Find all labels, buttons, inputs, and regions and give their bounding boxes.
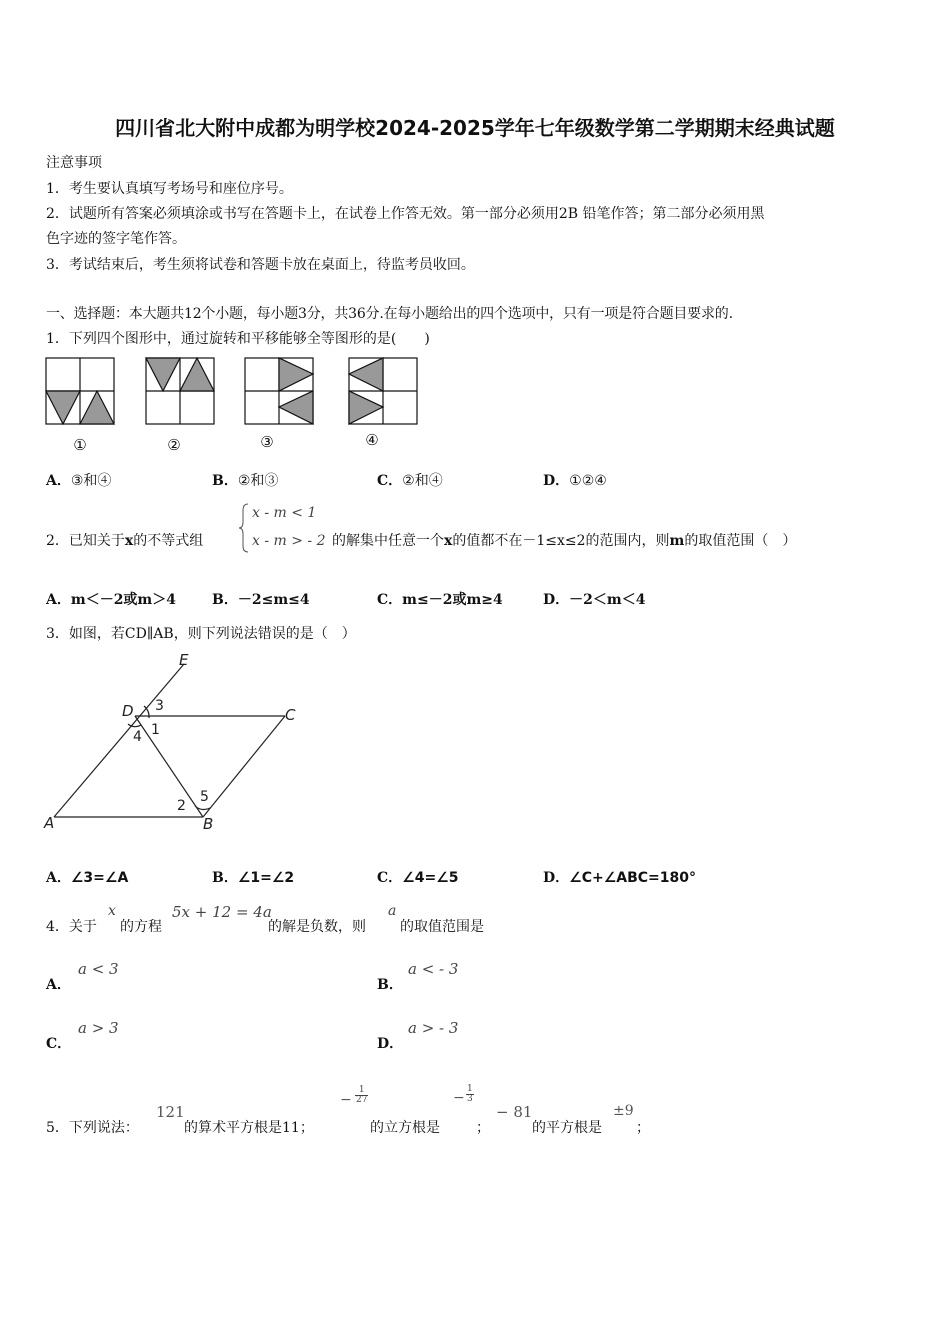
q5-stem-b: 的算术平方根是11； (184, 1120, 314, 1136)
q5-frac2-sign: − (453, 1090, 465, 1106)
q4-option-b-letter: B． (377, 977, 403, 993)
notice-heading: 注意事项 (46, 155, 102, 171)
question-3-stem: 3．如图，若CD∥AB，则下列说法错误的是（ ） (46, 626, 356, 642)
line-AE (54, 664, 184, 817)
q1-option-b-letter: B． (212, 473, 238, 489)
q2-stem-b: 的不等式组 (133, 533, 204, 549)
notice-item-2-cont: 色字迹的签字笔作答。 (46, 231, 186, 247)
q2-system-brace (238, 502, 250, 554)
question-1-stem: 1．下列四个图形中，通过旋转和平移能够全等图形的是( ) (46, 331, 430, 347)
fig3-label: ③ (260, 433, 274, 451)
q5-frac2-num: 1 (467, 1084, 473, 1094)
q5-fraction-1 (355, 1086, 368, 1105)
q5-number-121: 121 (156, 1103, 185, 1121)
label-angle-3: 3 (155, 698, 164, 714)
question-1-figures (40, 352, 430, 462)
q2-option-d-text: －2＜m＜4 (569, 592, 646, 608)
q2-var-x-2: x (444, 533, 453, 549)
q4-stem-b: 的方程 (120, 919, 162, 935)
q4-stem-c: 的解是负数，则 (268, 919, 366, 935)
q4-option-b-text: a < - 3 (408, 960, 459, 978)
q2-option-d-letter: D． (543, 592, 570, 608)
q3-option-c-text: ∠4=∠5 (402, 870, 459, 886)
q5-pm9: ±9 (613, 1103, 634, 1119)
q1-option-a-text: ③和④ (70, 473, 112, 489)
section-header: 一、选择题：本大题共12个小题，每小题3分，共36分.在每小题给出的四个选项中，只有一项是符合题目要求的. (46, 306, 733, 322)
q1-option-d-letter: D． (543, 473, 570, 489)
q5-frac1-den: 27 (356, 1095, 368, 1105)
label-angle-2: 2 (177, 798, 186, 814)
q2-option-a-text: m＜－2或m＞4 (70, 592, 176, 608)
q5-number-neg81: − 81 (496, 1103, 533, 1121)
q2-option-b-text: －2≤m≤4 (237, 592, 310, 608)
q3-option-a-letter: A． (46, 870, 71, 886)
q4-stem-d: 的取值范围是 (400, 919, 484, 935)
q2-stem-c: 的解集中任意一个 (332, 533, 444, 549)
fig1-triangle-left (46, 391, 80, 424)
fig2-triangle-left (146, 358, 180, 391)
q5-end: ； (636, 1120, 650, 1136)
angle-arc-D-lower (128, 724, 141, 727)
fig4-triangle-top (349, 358, 383, 391)
label-E: E (179, 651, 189, 669)
q3-option-d-text: ∠C+∠ABC=180° (569, 870, 696, 886)
page-title: 四川省北大附中成都为明学校2024-2025学年七年级数学第二学期期末经典试题 (115, 116, 835, 140)
q4-stem-a: 4．关于 (46, 919, 97, 935)
q5-stem-d: 的平方根是 (532, 1120, 602, 1136)
q3-option-b-text: ∠1=∠2 (237, 870, 295, 886)
q4-option-c-letter: C． (46, 1036, 72, 1052)
q1-option-c-letter: C． (377, 473, 403, 489)
fig4-label: ④ (365, 431, 379, 449)
q4-option-d-letter: D． (377, 1036, 404, 1052)
q5-stem-c: 的立方根是 (370, 1120, 440, 1136)
q5-fraction-2 (466, 1085, 474, 1104)
notice-item-1: 1．考生要认真填写考场号和座位序号。 (46, 181, 293, 197)
label-angle-5: 5 (200, 789, 209, 805)
q4-option-a-letter: A． (46, 977, 71, 993)
q4-option-d-text: a > - 3 (408, 1019, 459, 1037)
fig4-triangle-bottom (349, 391, 383, 424)
label-B: B (203, 815, 214, 833)
fig3-triangle-top (279, 358, 313, 391)
label-angle-4: 4 (133, 729, 142, 745)
label-A: A (44, 814, 55, 832)
line-BC (203, 716, 285, 817)
q3-option-a-text: ∠3=∠A (70, 870, 129, 886)
line-DB (135, 716, 203, 817)
q3-option-b-letter: B． (212, 870, 238, 886)
q2-stem-a: 2．已知关于 (46, 533, 125, 549)
fig1-label: ① (73, 436, 87, 454)
fig2-triangle-right (180, 358, 214, 391)
q4-option-a-text: a < 3 (78, 960, 119, 978)
q2-option-c-text: m≤－2或m≥4 (402, 592, 503, 608)
q2-option-a-letter: A． (46, 592, 71, 608)
fig3-triangle-bottom (279, 391, 313, 424)
q4-equation: 5x + 12 = 4a (172, 903, 272, 921)
q5-frac2-den: 3 (467, 1094, 473, 1104)
notice-item-3: 3．考试结束后，考生须将试卷和答题卡放在桌面上，待监考员收回。 (46, 257, 475, 273)
q1-option-d-text: ①②④ (569, 473, 607, 489)
label-angle-1: 1 (151, 722, 160, 738)
q1-option-b-text: ②和③ (237, 473, 279, 489)
q2-system-line-2: x - m > - 2 (252, 533, 326, 549)
q2-stem-e: 的取值范围（ ） (684, 533, 797, 549)
q2-system-line-1: x - m < 1 (252, 505, 317, 521)
label-D: D (122, 702, 134, 720)
q5-frac1-sign: − (340, 1092, 352, 1108)
q1-option-a-letter: A． (46, 473, 71, 489)
q5-separator: ； (476, 1120, 490, 1136)
q4-var-a: a (388, 903, 397, 919)
q2-var-x: x (124, 533, 134, 549)
q1-option-c-text: ②和④ (402, 473, 443, 489)
label-C: C (285, 706, 296, 724)
question-3-figure (40, 648, 320, 836)
q2-option-c-letter: C． (377, 592, 403, 608)
fig2-label: ② (167, 436, 181, 454)
q2-var-m: m (669, 533, 685, 549)
q5-stem-a: 5．下列说法： (46, 1120, 139, 1136)
q5-frac1-num: 1 (355, 1086, 368, 1096)
q2-stem-d: 的值都不在－1≤x≤2的范围内，则 (452, 533, 670, 549)
fig1-triangle-right (80, 391, 114, 424)
q4-option-c-text: a > 3 (78, 1019, 119, 1037)
q4-var-x: x (108, 903, 116, 919)
q3-option-c-letter: C． (377, 870, 403, 886)
q2-option-b-letter: B． (212, 592, 238, 608)
q3-option-d-letter: D． (543, 870, 570, 886)
notice-item-2: 2．试题所有答案必须填涂或书写在答题卡上，在试卷上作答无效。第一部分必须用2B 铅笔作答；第二部分必须用黑 (46, 206, 765, 222)
